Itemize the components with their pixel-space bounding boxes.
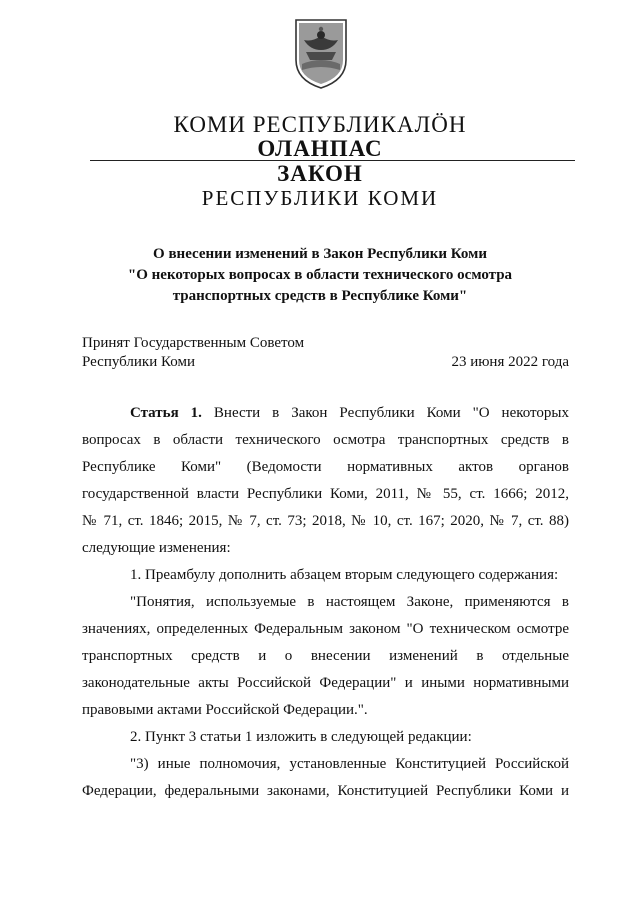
olanpas-heading: ОЛАНПАС <box>257 136 383 161</box>
law-title-line: "О некоторых вопросах в области технического осмотра <box>127 267 513 283</box>
body-line: следующие изменения: <box>82 540 231 556</box>
body-line: значениях, определенных Федеральным законом "О техническом осмотре <box>82 621 569 637</box>
body-line-text: Внести в Закон Республики Коми "О некоторых <box>201 405 569 421</box>
body-line: правовыми актами Российской Федерации.". <box>82 702 368 718</box>
law-title <box>60 244 580 307</box>
body-line <box>130 404 569 423</box>
body-line: № 71, ст. 1846; 2015, № 7, ст. 73; 2018, № 10, ст. 167; 2020, № 7, ст. 88) <box>82 513 569 529</box>
body-line: Республике Коми" (Ведомости нормативных актов органов <box>82 459 569 475</box>
body-line: вопросах в области технического осмотра транспортных средств в <box>82 432 569 448</box>
respubliki-komi-heading: РЕСПУБЛИКИ КОМИ <box>201 186 439 210</box>
adoption-statement <box>82 334 304 372</box>
law-title-line: транспортных средств в Республике Коми" <box>172 288 468 304</box>
body-line: Федерации, федеральными законами, Конституцией Республики Коми и <box>82 783 569 799</box>
body-line: "3) иные полномочия, установленные Конституцией Российской <box>130 756 569 772</box>
body-line: 1. Преамбулу дополнить абзацем вторым следующего содержания: <box>130 567 559 583</box>
body-line: "Понятия, используемые в настоящем Законе, применяются в <box>130 594 569 610</box>
adoption-line: Принят Государственным Советом <box>82 335 305 351</box>
body-line: государственной власти Республики Коми, 2011, № 55, ст. 1666; 2012, <box>82 486 569 502</box>
body-line: транспортных средств и о внесении изменений в отдельные <box>82 648 569 664</box>
article-label: Статья 1. <box>130 405 202 421</box>
adoption-date: 23 июня 2022 года <box>451 354 569 370</box>
body-line: законодательные акты Российской Федерации" и иными нормативными <box>82 675 569 691</box>
komi-republic-name: КОМИ РЕСПУБЛИКАЛÖН <box>173 112 467 137</box>
body-line: 2. Пункт 3 статьи 1 изложить в следующей редакции: <box>130 729 472 745</box>
law-title-line: О внесении изменений в Закон Республики Коми <box>153 246 487 262</box>
adoption-line: Республики Коми <box>82 354 195 370</box>
coat-of-arms-emblem <box>292 16 350 90</box>
zakon-heading: ЗАКОН <box>277 161 363 186</box>
